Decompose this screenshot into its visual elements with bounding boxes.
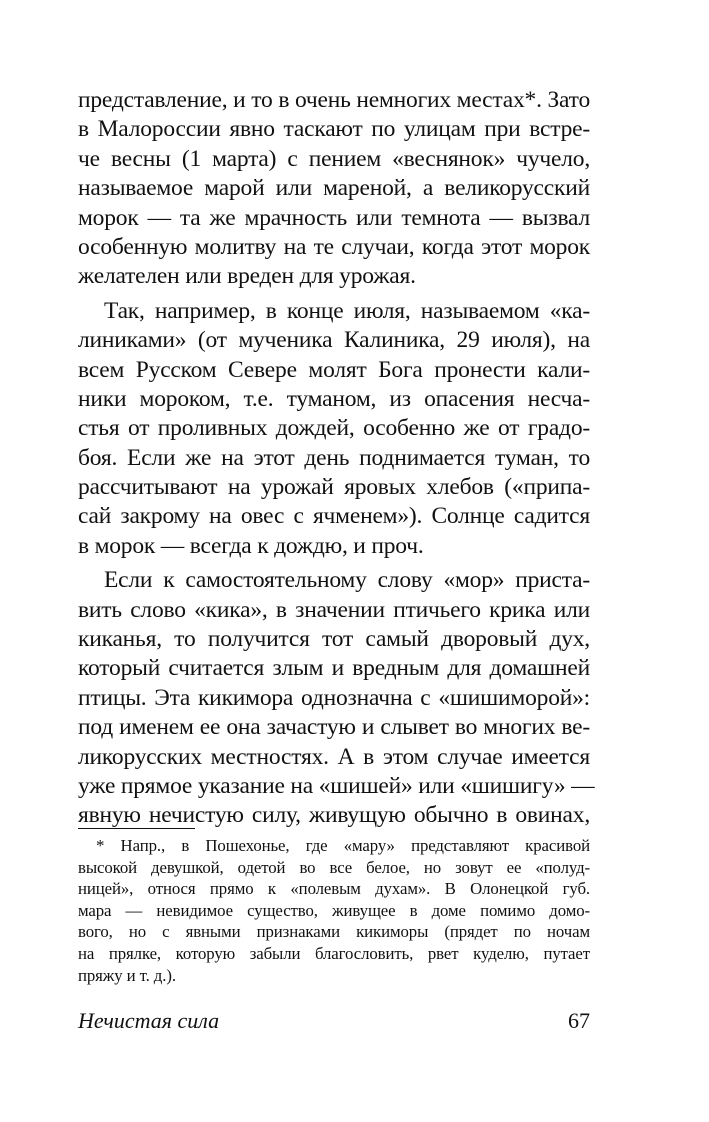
running-footer [78,1006,590,1036]
text-line: морок — та же мрачность или темнота — вызвал [78,204,590,231]
text-line: всем Русском Севере молят Бога пронести кали- [78,356,590,383]
book-title: Нечистая сила [78,1008,220,1033]
paragraph-2 [78,297,590,562]
text-line: сай закрому на овес с ячменем»). Солнце садится [78,503,590,530]
page-number: 67 [568,1008,590,1033]
paragraph-1 [78,86,590,292]
text-line: вить слово «кика», в значении птичьего крика или [78,596,590,623]
text-line: стья от проливных дождей, особенно же от градо- [78,415,590,442]
footnote-line: ницей», относя прямо к «полевым духам». В Олонецкой губ. [78,879,590,899]
main-text [78,86,595,831]
text-line: рассчитывают на урожай яровых хлебов («припа- [78,474,590,501]
footnote-line: пряжу и т. д.). [78,965,176,985]
text-line: явную нечистую силу, живущую обычно в овинах, [78,802,590,829]
text-line: че весны (1 марта) с пением «веснянок» чучело, [78,145,590,172]
footnote-divider [78,828,195,829]
text-line: представление, и то в очень немногих местах*. Зато [78,87,590,113]
footnote-line: на прялке, которую забыли благословить, рвет куделю, путает [78,943,590,963]
text-line: называемое марой или мареной, а великорусский [78,175,590,202]
text-line: особенную молитву на те случаи, когда этот морок [78,233,590,260]
text-line: под именем ее она зачастую и слывет во многих ве- [78,714,590,741]
footnote-line: вого, но с явными признаками кикиморы (прядет по ночам [78,922,590,942]
text-line: уже прямое указание на «шишей» или «шишигу» — [78,772,595,799]
footnote-line: мара — невидимое существо, живущее в доме помимо домо- [78,900,590,920]
text-line: киканья, то получится тот самый дворовый дух, [78,626,590,653]
text-line: который считается злым и вредным для домашней [78,655,590,682]
text-line: птицы. Эта кикимора однозначна с «шишиморой»: [78,684,590,711]
text-line: Если к самостоятельному слову «мор» приста- [104,567,590,594]
text-line: в Малороссии явно таскают по улицам при встре- [78,116,590,143]
text-line: в морок — всегда к дождю, и проч. [78,532,424,559]
footnote [78,835,590,986]
text-line: линиками» (от мученика Калиника, 29 июля), на [78,327,590,354]
text-line: Так, например, в конце июля, называемом «ка- [104,297,590,324]
text-line: ники мороком, т.е. туманом, из опасения несча- [78,385,590,412]
footnote-line: высокой девушкой, одетой во все белое, но зовут ее «полуд- [78,857,590,877]
text-line: боя. Если же на этот день поднимается туман, то [78,444,590,471]
text-line: ликорусских местностях. А в этом случае имеется [78,743,590,770]
footnote-line: * Напр., в Пошехонье, где «мару» представляют красивой [96,836,590,855]
text-line: желателен или вреден для урожая. [78,263,416,290]
paragraph-3 [78,566,595,831]
